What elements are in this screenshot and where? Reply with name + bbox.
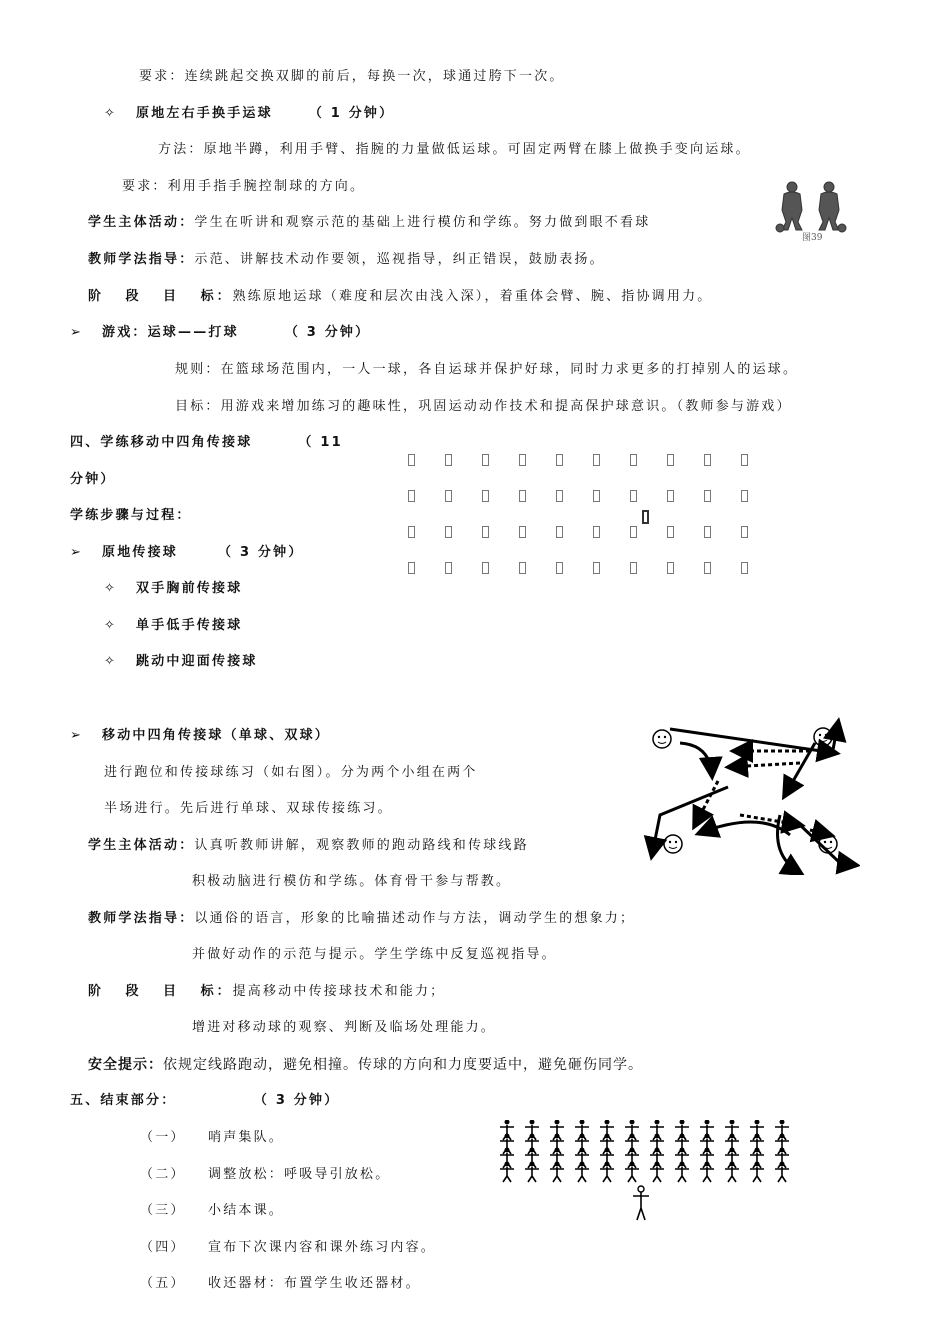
player-smiley-icon [814, 728, 832, 746]
formation-figures-illustration [495, 1120, 795, 1225]
section-4-time-cont: 分钟） [70, 472, 116, 487]
safety-tip [88, 1056, 643, 1074]
pass-time: （ 3 分钟） [218, 545, 304, 560]
stage-goal-label: 阶 段 目 标： [88, 984, 233, 999]
diamond-bullet-icon: ✧ [104, 618, 118, 633]
pass-heading [70, 544, 304, 562]
pass-title: 原地传接球 [102, 545, 179, 560]
safety-tip-label: 安全提示： [88, 1057, 163, 1073]
game-goal: 目标：用游戏来增加练习的趣味性，巩固运动动作技术和提高保护球意识。（教师参与游戏） [175, 399, 792, 414]
steps-heading: 学练步骤与过程： [70, 508, 192, 523]
arrow-bullet-icon: ➢ [70, 728, 84, 743]
safety-tip-text: 依规定线路跑动，避免相撞。传球的方向和力度要适中，避免砸伤同学。 [163, 1057, 643, 1073]
student-activity-label: 学生主体活动： [88, 215, 195, 230]
item-title: 原地左右手换手运球 [136, 106, 273, 121]
sub-item-text: 双手胸前传接球 [136, 581, 243, 596]
requirement-line-2: 要求：利用手指手腕控制球的方向。 [122, 179, 366, 194]
game-title: 游戏：运球——打球 [102, 325, 239, 340]
game-heading [70, 324, 370, 342]
dribbling-figure [772, 178, 850, 244]
moving-pass-heading [70, 727, 330, 745]
moving-pass-desc-1: 进行跑位和传接球练习（如右图）。分为两个小组在两个 [104, 765, 478, 780]
passing-route-diagram [640, 715, 860, 875]
arrow-bullet-icon: ➢ [70, 545, 84, 560]
end-item-text: 哨声集队。 [208, 1130, 285, 1145]
end-item-1 [140, 1129, 284, 1147]
teacher-guidance-label: 教师学法指导： [88, 252, 195, 267]
diamond-bullet-icon: ✧ [104, 654, 118, 669]
stage-goal-label: 阶 段 目 标： [88, 289, 233, 304]
teacher-marker [642, 510, 649, 524]
end-item-text: 调整放松：呼吸导引放松。 [208, 1167, 391, 1182]
sub-item-text: 单手低手传接球 [136, 618, 243, 633]
section-4-heading [70, 434, 343, 452]
sub-item-1 [104, 580, 242, 598]
teacher-guidance-label: 教师学法指导： [88, 911, 195, 926]
end-item-2 [140, 1166, 390, 1184]
section-5-heading [70, 1092, 339, 1110]
stage-goal-2-cont: 增进对移动球的观察、判断及临场处理能力。 [192, 1020, 497, 1035]
student-activity-text: 学生在听讲和观察示范的基础上进行模仿和学练。努力做到眼不看球 [194, 215, 651, 230]
game-time: （ 3 分钟） [284, 325, 371, 340]
stage-goal-2 [88, 983, 445, 1001]
arrow-bullet-icon: ➢ [70, 325, 84, 340]
teacher-figure [633, 1186, 649, 1220]
student-activity-2 [88, 837, 529, 855]
end-item-number: （二） [140, 1167, 186, 1182]
figure-caption: 图39 [802, 233, 823, 243]
student-formation [495, 1120, 795, 1225]
item-left-right-dribble [104, 105, 394, 123]
player-smiley-icon [664, 835, 682, 853]
method-line: 方法：原地半蹲，利用手臂、指腕的力量做低运球。可固定两臂在膝上做换手变向运球。 [158, 142, 751, 157]
player-smiley-icon [653, 730, 671, 748]
sub-item-2 [104, 617, 242, 635]
teacher-guidance-text: 以通俗的语言，形象的比喻描述动作与方法，调动学生的想象力； [194, 911, 636, 926]
end-item-4 [140, 1239, 436, 1257]
moving-pass-desc-2: 半场进行。先后进行单球、双球传接练习。 [104, 801, 393, 816]
teacher-guidance-text: 示范、讲解技术动作要领，巡视指导，纠正错误，鼓励表扬。 [194, 252, 605, 267]
four-corner-diagram [640, 715, 860, 875]
stage-goal-text: 提高移动中传接球技术和能力； [232, 984, 446, 999]
stage-goal-1 [88, 288, 712, 306]
requirement-line-1: 要求：连续跳起交换双脚的前后，每换一次，球通过胯下一次。 [139, 69, 565, 84]
teacher-guidance-2-cont: 并做好动作的示范与提示。学生学练中反复巡视指导。 [192, 947, 557, 962]
end-item-text: 小结本课。 [208, 1203, 285, 1218]
student-activity-text: 认真听教师讲解，观察教师的跑动路线和传球线路 [194, 838, 529, 853]
moving-pass-title: 移动中四角传接球（单球、双球） [102, 728, 331, 743]
teacher-guidance-2 [88, 910, 635, 928]
teacher-guidance-1 [88, 251, 605, 269]
section-4-time: （ 11 [298, 435, 343, 450]
section-5-time: （ 3 分钟） [260, 1093, 340, 1108]
end-item-number: （三） [140, 1203, 186, 1218]
end-item-text: 收还器材：布置学生收还器材。 [208, 1276, 421, 1291]
game-rule: 规则：在篮球场范围内，一人一球，各自运球并保护好球，同时力求更多的打掉别人的运球。 [175, 362, 799, 377]
student-activity-2-cont: 积极动脑进行模仿和学练。体育骨干参与帮教。 [192, 874, 512, 889]
section-5-title: 五、结束部分： [70, 1093, 177, 1108]
stage-goal-text: 熟练原地运球（难度和层次由浅入深），着重体会臂、腕、指协调用力。 [232, 289, 713, 304]
student-activity-label: 学生主体活动： [88, 838, 195, 853]
end-item-number: （五） [140, 1276, 186, 1291]
end-item-3 [140, 1202, 284, 1220]
sub-item-text: 跳动中迎面传接球 [136, 654, 258, 669]
diamond-bullet-icon: ✧ [104, 106, 118, 121]
diamond-bullet-icon: ✧ [104, 581, 118, 596]
student-activity-1 [88, 214, 650, 232]
end-item-text: 宣布下次课内容和课外练习内容。 [208, 1240, 437, 1255]
sub-item-3 [104, 653, 258, 671]
item-time: （ 1 分钟） [308, 106, 395, 121]
end-item-5 [140, 1275, 421, 1293]
section-4-title: 四、学练移动中四角传接球 [70, 435, 253, 450]
end-item-number: （四） [140, 1240, 186, 1255]
end-item-number: （一） [140, 1130, 186, 1145]
student-rows [500, 1120, 789, 1182]
